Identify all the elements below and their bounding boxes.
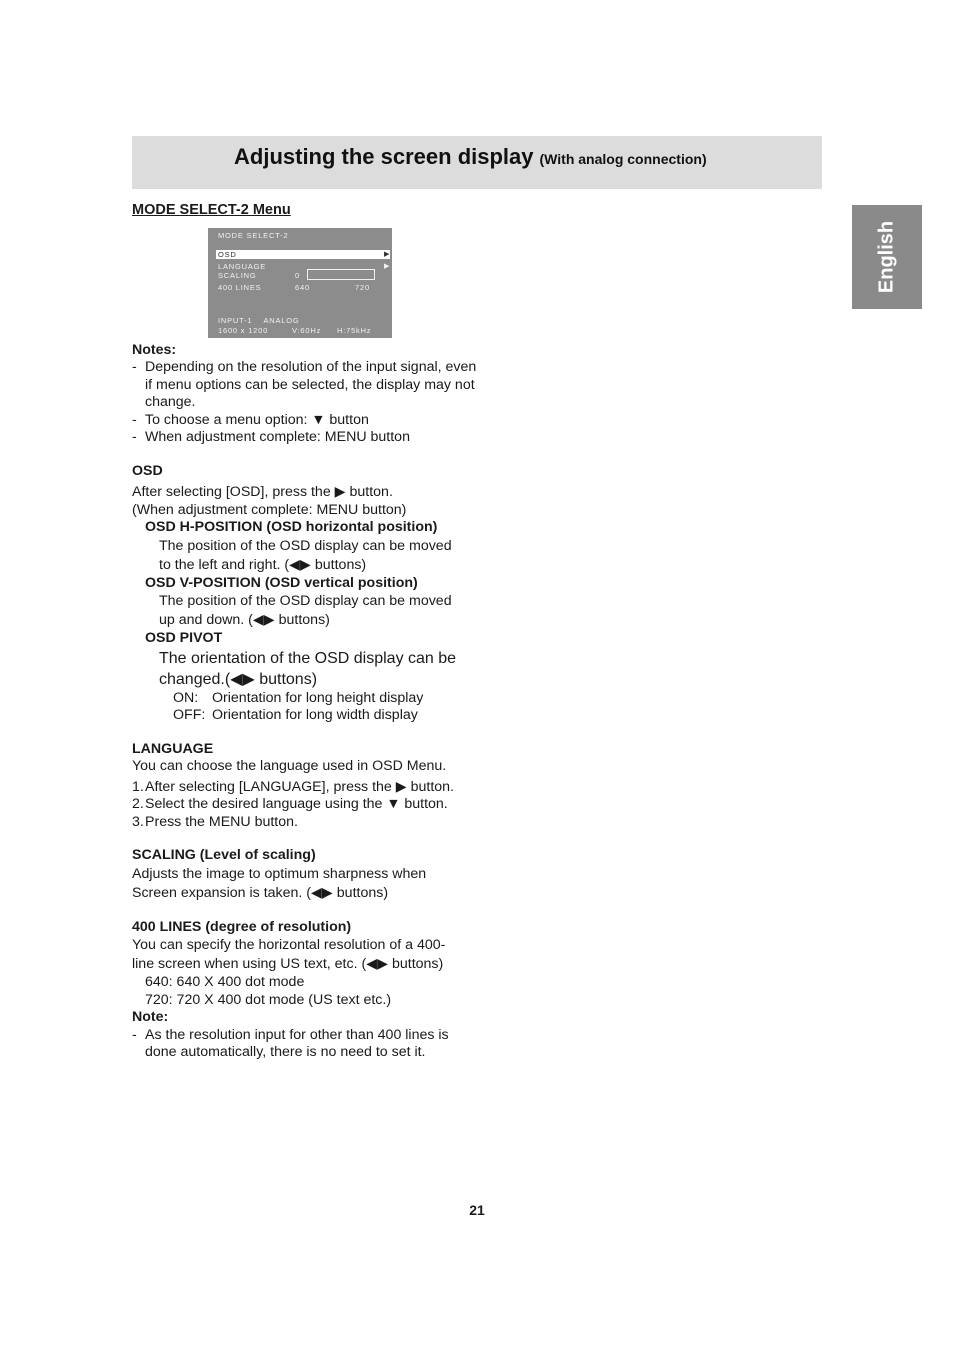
- osd-status-input: INPUT-1 ANALOG: [218, 315, 300, 325]
- osd-right-arrow-icon: ▶: [384, 262, 391, 270]
- scaling-text: Adjusts the image to optimum sharpness when: [132, 865, 427, 882]
- page-title-text: Adjusting the screen display: [234, 144, 534, 169]
- page-subtitle: (With analog connection): [539, 151, 707, 167]
- osd-item-label: 400 LINES: [218, 282, 262, 292]
- osd-title: MODE SELECT-2: [218, 230, 289, 240]
- lines-mode: 720: 720 X 400 dot mode (US text etc.): [145, 991, 392, 1008]
- lines-note-heading: Note:: [132, 1009, 169, 1025]
- language-section-heading: LANGUAGE: [132, 740, 214, 757]
- osd-v-position-text: up and down. (◀▶ buttons): [159, 612, 330, 628]
- list-item: 2. Select the desired language using the ▼ button.: [132, 796, 448, 812]
- osd-item-value-alt: 720: [355, 282, 370, 292]
- spacer: [132, 903, 477, 919]
- osd-v-position-heading: OSD V-POSITION (OSD vertical position): [145, 574, 418, 591]
- osd-scaling-bar: [307, 269, 375, 280]
- lines-text: You can specify the horizontal resolution of a 400-: [132, 937, 446, 953]
- osd-pivot-on-row: [132, 690, 477, 708]
- language-step: Press the MENU button.: [145, 813, 298, 830]
- lines-mode: 640: 640 X 400 dot mode: [145, 974, 305, 990]
- osd-pivot-text: The orientation of the OSD display can be: [159, 649, 457, 667]
- osd-v-position-text: The position of the OSD display can be moved: [159, 593, 452, 609]
- list-item: - When adjustment complete: MENU button: [132, 429, 410, 445]
- spacer: [132, 447, 477, 463]
- list-item: - To choose a menu option: ▼ button: [132, 411, 369, 428]
- osd-item-label: LANGUAGE: [218, 261, 267, 271]
- osd-h-position-text: to the left and right. (◀▶ buttons): [159, 556, 367, 573]
- content-column: [132, 202, 477, 1062]
- lines-note-text: As the resolution input for other than 400 lines is done automatically, there is no need to set it.: [145, 1026, 449, 1060]
- page-title: [234, 144, 707, 170]
- osd-status-hfreq: H:75kHz: [337, 325, 372, 335]
- osd-pivot-on-text: Orientation for long height display: [212, 689, 424, 706]
- osd-item-value: 640: [295, 282, 310, 292]
- lines-section-heading: 400 LINES (degree of resolution): [132, 918, 352, 935]
- osd-item-value: 0: [295, 270, 300, 280]
- osd-pivot-off-text: Orientation for long width display: [212, 707, 418, 723]
- scaling-section-heading: SCALING (Level of scaling): [132, 847, 316, 863]
- osd-pivot-text: changed.(◀▶ buttons): [159, 670, 318, 688]
- language-step: After selecting [LANGUAGE], press the ▶ button.: [145, 778, 454, 795]
- osd-right-arrow-icon: ▶: [384, 250, 391, 258]
- scaling-text: Screen expansion is taken. (◀▶ buttons): [132, 884, 389, 901]
- list-item: 1. After selecting [LANGUAGE], press the ▶ button.: [132, 778, 454, 795]
- osd-h-position-heading: OSD H-POSITION (OSD horizontal position): [145, 519, 438, 535]
- osd-intro-note: (When adjustment complete: MENU button): [132, 501, 407, 518]
- language-side-tab: [852, 205, 922, 309]
- osd-selection-highlight: [216, 250, 390, 259]
- spacer: [132, 725, 477, 741]
- lines-text: line screen when using US text, etc. (◀▶ buttons): [132, 956, 444, 972]
- notes-heading: Notes:: [132, 341, 177, 358]
- osd-item-label: OSD: [218, 249, 237, 259]
- list-item: - As the resolution input for other than 400 lines is done automatically, there is no need to set it.: [132, 1027, 477, 1062]
- note-text: Depending on the resolution of the input signal, even if menu options can be selected, the display may not change.: [145, 359, 477, 410]
- language-step: Select the desired language using the ▼ button.: [145, 796, 448, 812]
- osd-pivot-off-row: [132, 707, 477, 725]
- list-item: 3. Press the MENU button.: [132, 813, 298, 830]
- osd-pivot-heading: OSD PIVOT: [145, 630, 223, 646]
- osd-menu-screen: [208, 228, 392, 338]
- osd-h-position-text: The position of the OSD display can be moved: [159, 537, 452, 554]
- osd-section-heading: OSD: [132, 462, 163, 479]
- osd-item-label: SCALING: [218, 270, 257, 280]
- osd-status-resolution: 1600 x 1200: [218, 325, 269, 335]
- osd-pivot-on-key: ON:: [173, 689, 199, 706]
- osd-pivot-off-key: OFF:: [173, 707, 206, 723]
- page-number: 21: [469, 1202, 485, 1218]
- language-intro: You can choose the language used in OSD Menu.: [132, 758, 447, 774]
- osd-status-vfreq: V:60Hz: [292, 325, 322, 335]
- title-band: [132, 136, 822, 189]
- list-item: - Depending on the resolution of the input signal, even if menu options can be selected, the display may not change.: [132, 359, 477, 410]
- osd-intro: After selecting [OSD], press the ▶ button.: [132, 484, 393, 500]
- spacer: [132, 831, 477, 847]
- language-side-tab-label: English: [875, 220, 898, 294]
- note-text: To choose a menu option: ▼ button: [145, 411, 369, 428]
- menu-heading: MODE SELECT-2 Menu: [132, 202, 291, 218]
- note-text: When adjustment complete: MENU button: [145, 429, 410, 445]
